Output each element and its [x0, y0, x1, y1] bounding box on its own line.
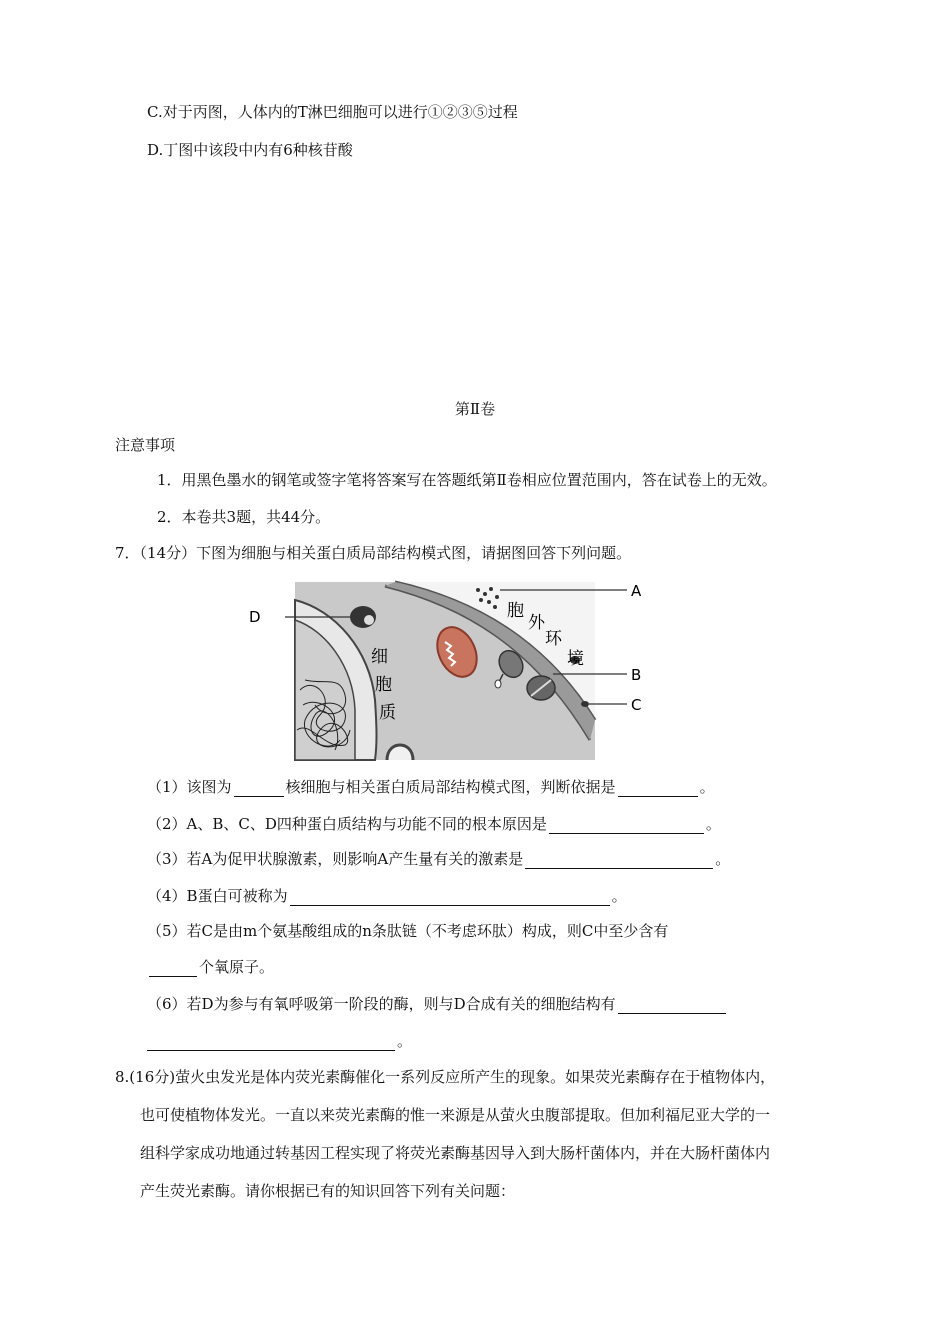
q7-sub-1 [147, 777, 715, 797]
q7-sub-2 [147, 814, 721, 834]
answer-blank[interactable] [149, 960, 197, 977]
q7-sub-5-cont-text: 个氧原子。 [199, 958, 275, 976]
notes-heading: 注意事项 [115, 436, 176, 454]
q7-sub-1-end: 。 [699, 778, 715, 796]
q7-sub-1-text-a: （1）该图为 [147, 778, 232, 796]
q7-sub-6-cont [147, 1031, 412, 1051]
notes-item-2: 2．本卷共3题，共44分。 [157, 508, 331, 526]
section-title: 第Ⅱ卷 [454, 400, 496, 418]
label-cyto-1: 细 [371, 647, 388, 667]
answer-blank[interactable] [147, 1034, 395, 1051]
label-cyto-2: 胞 [375, 675, 392, 695]
q7-sub-4 [147, 886, 627, 906]
label-out-1: 胞 [507, 601, 524, 621]
q7-sub-1-text-b: 核细胞与相关蛋白质局部结构模式图，判断依据是 [285, 778, 616, 796]
q7-sub-2-end: 。 [705, 815, 721, 833]
q7-sub-5-cont [147, 957, 274, 977]
q7-stem: 7．（14分）下图为细胞与相关蛋白质局部结构模式图，请据图回答下列问题。 [115, 544, 632, 562]
q8-line-4: 产生荧光素酶。请你根据已有的知识回答下列有关问题： [140, 1182, 516, 1200]
q7-sub-4-end: 。 [611, 887, 627, 905]
q7-sub-3-text: （3）若A为促甲状腺激素，则影响A产生量有关的激素是 [147, 850, 524, 868]
option-c: C.对于丙图，人体内的T淋巴细胞可以进行①②③⑤过程 [147, 103, 518, 121]
q7-sub-6-end: 。 [397, 1032, 413, 1050]
q7-sub-6-text: （6）若D为参与有氧呼吸第一阶段的酶，则与D合成有关的细胞结构有 [147, 995, 616, 1013]
q8-line-3: 组科学家成功地通过转基因工程实现了将荧光素酶基因导入到大肠杆菌体内，并在大肠杆菌体内 [140, 1144, 771, 1162]
label-out-2: 外 [528, 613, 545, 633]
q8-line-2: 也可使植物体发光。一直以来荧光素酶的惟一来源是从萤火虫腹部提取。但加利福尼亚大学的一 [140, 1106, 771, 1124]
label-a: A [631, 582, 642, 600]
q8-line-1: 8.(16分)萤火虫发光是体内荧光素酶催化一系列反应所产生的现象。如果荧光素酶存在于植物体内， [115, 1068, 776, 1086]
answer-blank[interactable] [234, 780, 284, 797]
answer-blank[interactable] [290, 889, 610, 906]
q7-sub-3-end: 。 [715, 850, 731, 868]
answer-blank[interactable] [549, 817, 704, 834]
protein-c [581, 701, 589, 707]
er-arc [387, 745, 413, 760]
label-b: B [631, 666, 642, 684]
q7-sub-6 [147, 994, 728, 1014]
cell-protein-figure [245, 580, 655, 765]
option-d: D.丁图中该段中内有6种核苷酸 [147, 141, 353, 159]
cell-diagram [245, 580, 655, 765]
label-out-3: 环 [545, 629, 562, 649]
label-cyto-3: 质 [379, 703, 396, 723]
q7-sub-3 [147, 849, 730, 869]
notes-item-1: 1．用黑色墨水的钢笔或签字笔将答案写在答题纸第Ⅱ卷相应位置范围内，答在试卷上的无效。 [157, 471, 777, 489]
q7-sub-4-text: （4）B蛋白可被称为 [147, 887, 288, 905]
answer-blank[interactable] [618, 997, 726, 1014]
q7-sub-5: （5）若C是由m个氨基酸组成的n条肽链（不考虑环肽）构成，则C中至少含有 [147, 922, 669, 940]
answer-blank[interactable] [618, 780, 698, 797]
label-c: C [631, 696, 642, 714]
q7-sub-2-text: （2）A、B、C、D四种蛋白质结构与功能不同的根本原因是 [147, 815, 547, 833]
label-out-4: 境 [567, 649, 584, 669]
answer-blank[interactable] [525, 852, 713, 869]
label-d: D [249, 608, 261, 626]
